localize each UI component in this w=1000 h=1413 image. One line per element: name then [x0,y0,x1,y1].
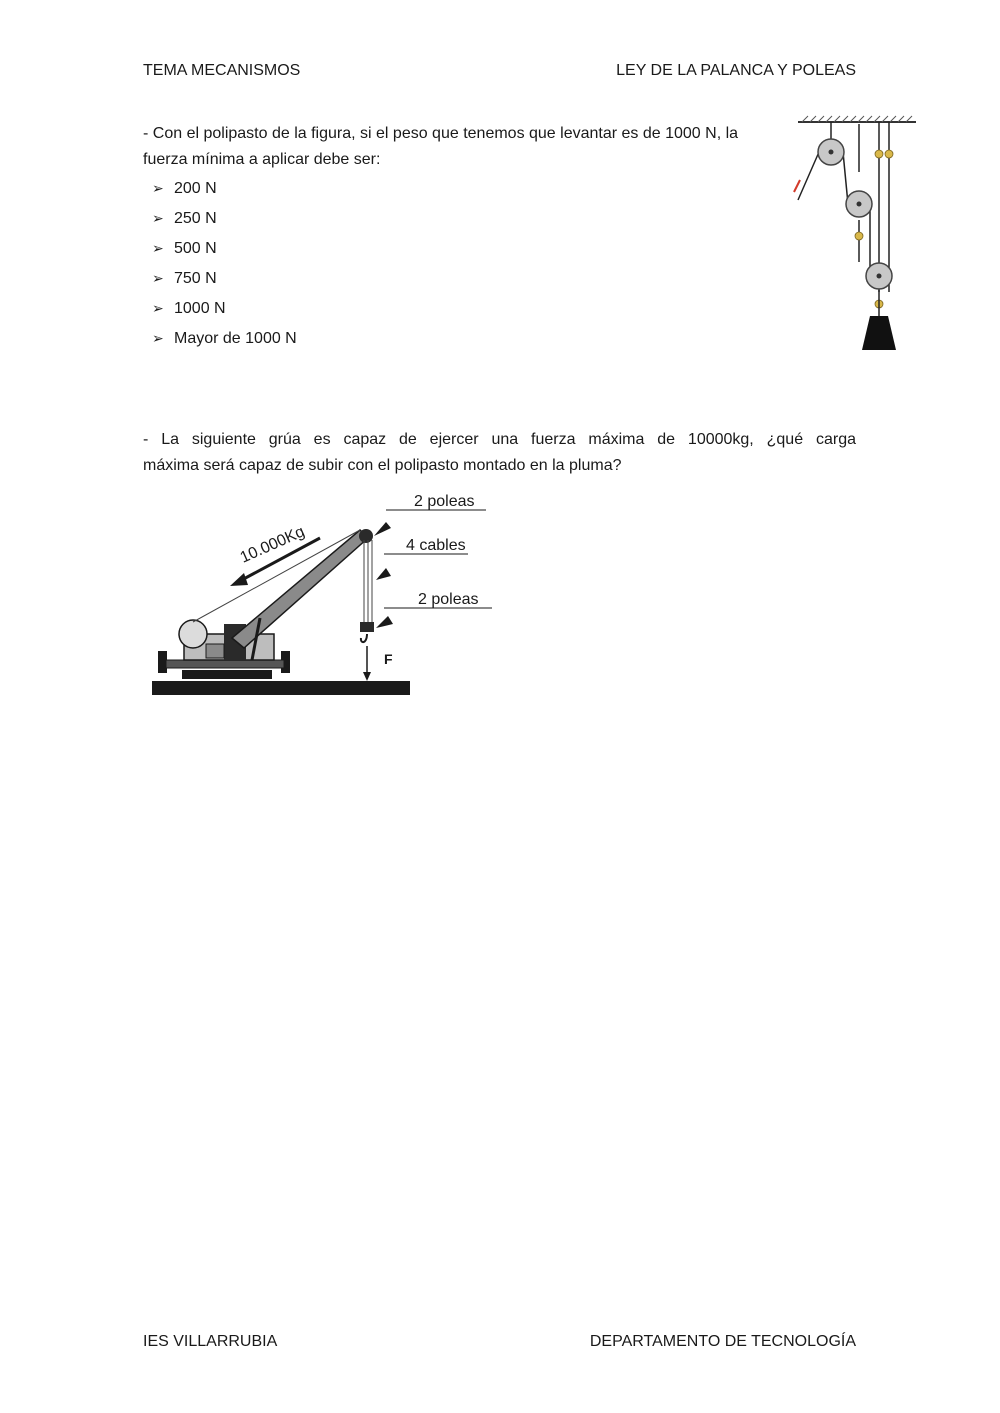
page-footer [143,1333,856,1351]
option-item [152,294,297,324]
question-2-line-2: máxima será capaz de subir con el polipasto montado en la pluma? [143,457,622,474]
footer-left: IES VILLARRUBIA [143,1333,278,1350]
question-2-line-1: - La siguiente grúa es capaz de ejercer una fuerza máxima de 10000kg, ¿qué carga [143,431,856,448]
weight-icon [862,290,896,350]
option-item [152,204,297,234]
pulley-system-figure [788,112,920,356]
load-arrow-icon [363,646,371,681]
top-pulleys-label: 2 poleas [414,493,475,510]
ground [152,681,410,695]
option-label: 750 N [174,270,217,287]
bottom-pulley-block [360,616,393,642]
arrow-bullet-icon: ➢ [152,211,164,227]
hand-force-icon [794,180,800,192]
load-force-label: F [384,651,393,667]
header-right: LEY DE LA PALANCA Y POLEAS [616,62,856,79]
arrow-bullet-icon: ➢ [152,271,164,287]
option-item [152,174,297,204]
option-label: Mayor de 1000 N [174,330,297,347]
force-label: 10.000Kg [237,523,308,567]
hanging-cables [364,540,372,626]
question-1-text: - Con el polipasto de la figura, si el peso que tenemos que levantar es de 1000 N, la fuerza mínima a aplicar debe ser: [143,125,739,168]
option-item [152,234,297,264]
arrow-bullet-icon: ➢ [152,331,164,347]
ceiling-support [798,116,916,122]
crane-figure [148,488,508,703]
movable-pulley-lower [866,263,892,289]
bottom-pulleys-label: 2 poleas [418,591,479,608]
top-pulley-block [359,522,391,543]
option-item [152,324,297,354]
cables-label: 4 cables [406,537,466,554]
arrow-bullet-icon: ➢ [152,241,164,257]
movable-pulley-upper [846,191,872,217]
question-2-text [143,427,856,479]
page-header [143,62,856,80]
hook-icon [361,634,367,642]
option-label: 1000 N [174,300,226,317]
option-label: 200 N [174,180,217,197]
fixed-pulley [818,139,844,165]
question-1-options [152,174,297,354]
footer-right: DEPARTAMENTO DE TECNOLOGÍA [589,1333,856,1350]
option-item [152,264,297,294]
option-label: 250 N [174,210,217,227]
cable-marker-icon [376,568,391,580]
header-left: TEMA MECANISMOS [143,62,301,79]
arrow-bullet-icon: ➢ [152,301,164,317]
arrow-bullet-icon: ➢ [152,181,164,197]
option-label: 500 N [174,240,217,257]
